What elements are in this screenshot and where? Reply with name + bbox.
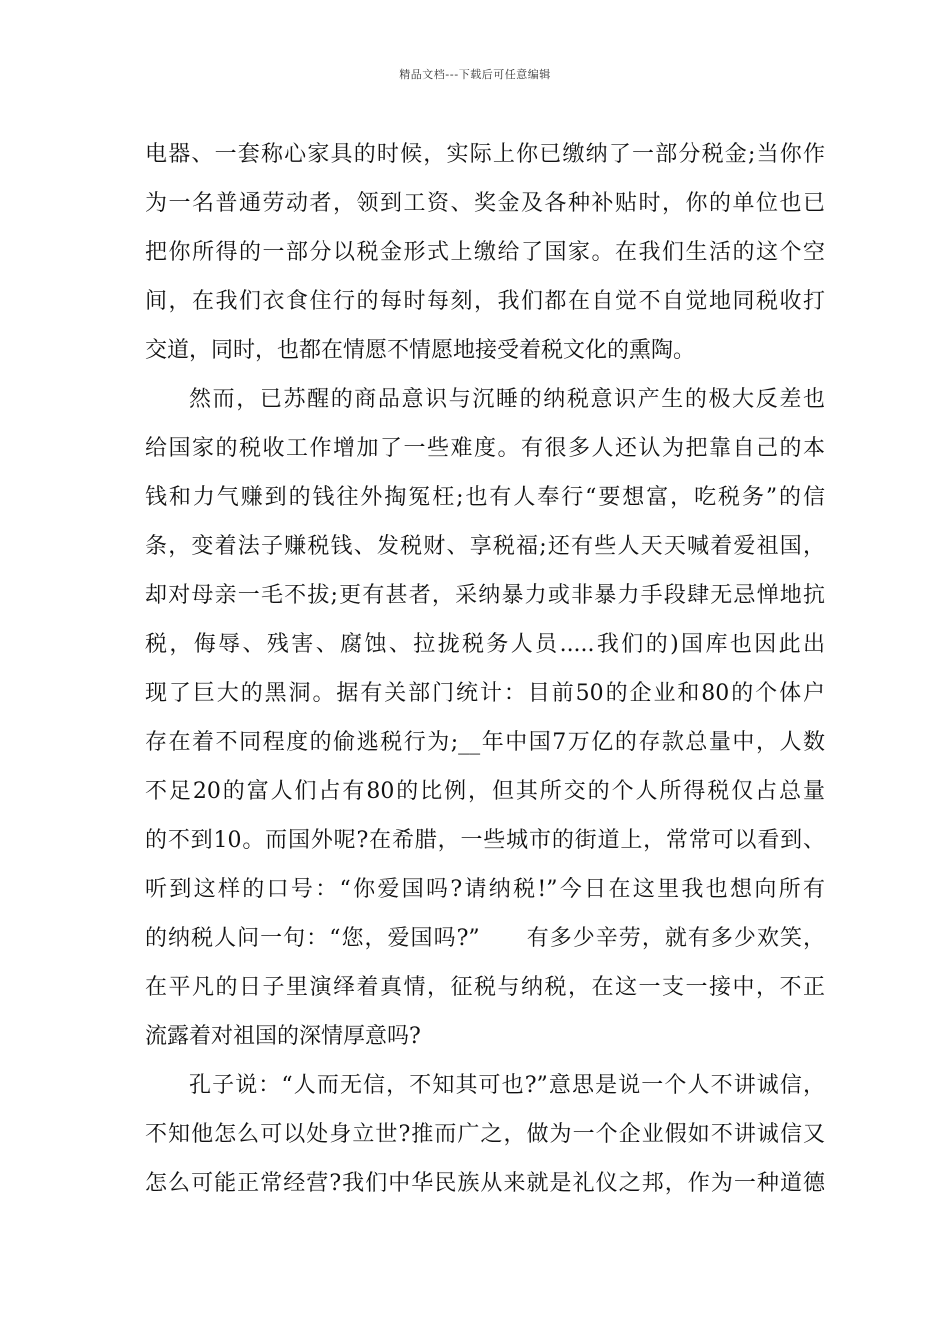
text-line: 条，变着法子赚税钱、发税财、享税福;还有些人天天喊着爱祖国，	[145, 534, 825, 559]
text-line: 孔子说：“人而无信，不知其可也?”意思是说一个人不讲诚信，	[189, 1073, 825, 1098]
text-line: 给国家的税收工作增加了一些难度。有很多人还认为把靠自己的本	[145, 436, 825, 461]
text-line: 的不到10。而国外呢?在希腊，一些城市的街道上，常常可以看到、	[145, 828, 825, 853]
text-line: 税，侮辱、残害、腐蚀、拉拢税务人员.....我们的)国库也因此出	[145, 632, 825, 657]
text-line: 电器、一套称心家具的时候，实际上你已缴纳了一部分税金;当你作	[145, 142, 825, 167]
text-line: 不知他怎么可以处身立世?推而广之，做为一个企业假如不讲诚信又	[145, 1122, 825, 1147]
page-header: 精品文档---下载后可任意编辑	[399, 68, 551, 81]
text-line: 不足20的富人们占有80的比例，但其所交的个人所得税仅占总量	[145, 779, 825, 804]
text-line: 存在着不同程度的偷逃税行为;__年中国7万亿的存款总量中，人数	[145, 730, 825, 755]
text-line: 听到这样的口号：“你爱国吗?请纳税!”今日在这里我也想向所有	[145, 877, 825, 902]
text-line: 怎么可能正常经营?我们中华民族从来就是礼仪之邦，作为一种道德	[145, 1171, 825, 1196]
text-line: 在平凡的日子里演绎着真情，征税与纳税，在这一支一接中，不正	[145, 975, 825, 1000]
text-line: 流露着对祖国的深情厚意吗?	[145, 1024, 421, 1049]
text-line: 间，在我们衣食住行的每时每刻，我们都在自觉不自觉地同税收打	[145, 289, 825, 314]
text-line: 然而，已苏醒的商品意识与沉睡的纳税意识产生的极大反差也	[189, 387, 825, 412]
text-line: 交道，同时，也都在情愿不情愿地接受着税文化的熏陶。	[145, 338, 696, 363]
text-line: 现了巨大的黑洞。据有关部门统计：目前50的企业和80的个体户	[145, 681, 825, 706]
text-line: 把你所得的一部分以税金形式上缴给了国家。在我们生活的这个空	[145, 240, 825, 265]
text-line: 钱和力气赚到的钱往外掏冤枉;也有人奉行“要想富，吃税务”的信	[145, 485, 825, 510]
document-body	[145, 130, 825, 1208]
text-line: 的纳税人问一句：“您，爱国吗?” 有多少辛劳，就有多少欢笑，	[145, 926, 825, 951]
text-line: 为一名普通劳动者，领到工资、奖金及各种补贴时，你的单位也已	[145, 191, 825, 216]
text-line: 却对母亲一毛不拔;更有甚者，采纳暴力或非暴力手段肆无忌惮地抗	[145, 583, 825, 608]
